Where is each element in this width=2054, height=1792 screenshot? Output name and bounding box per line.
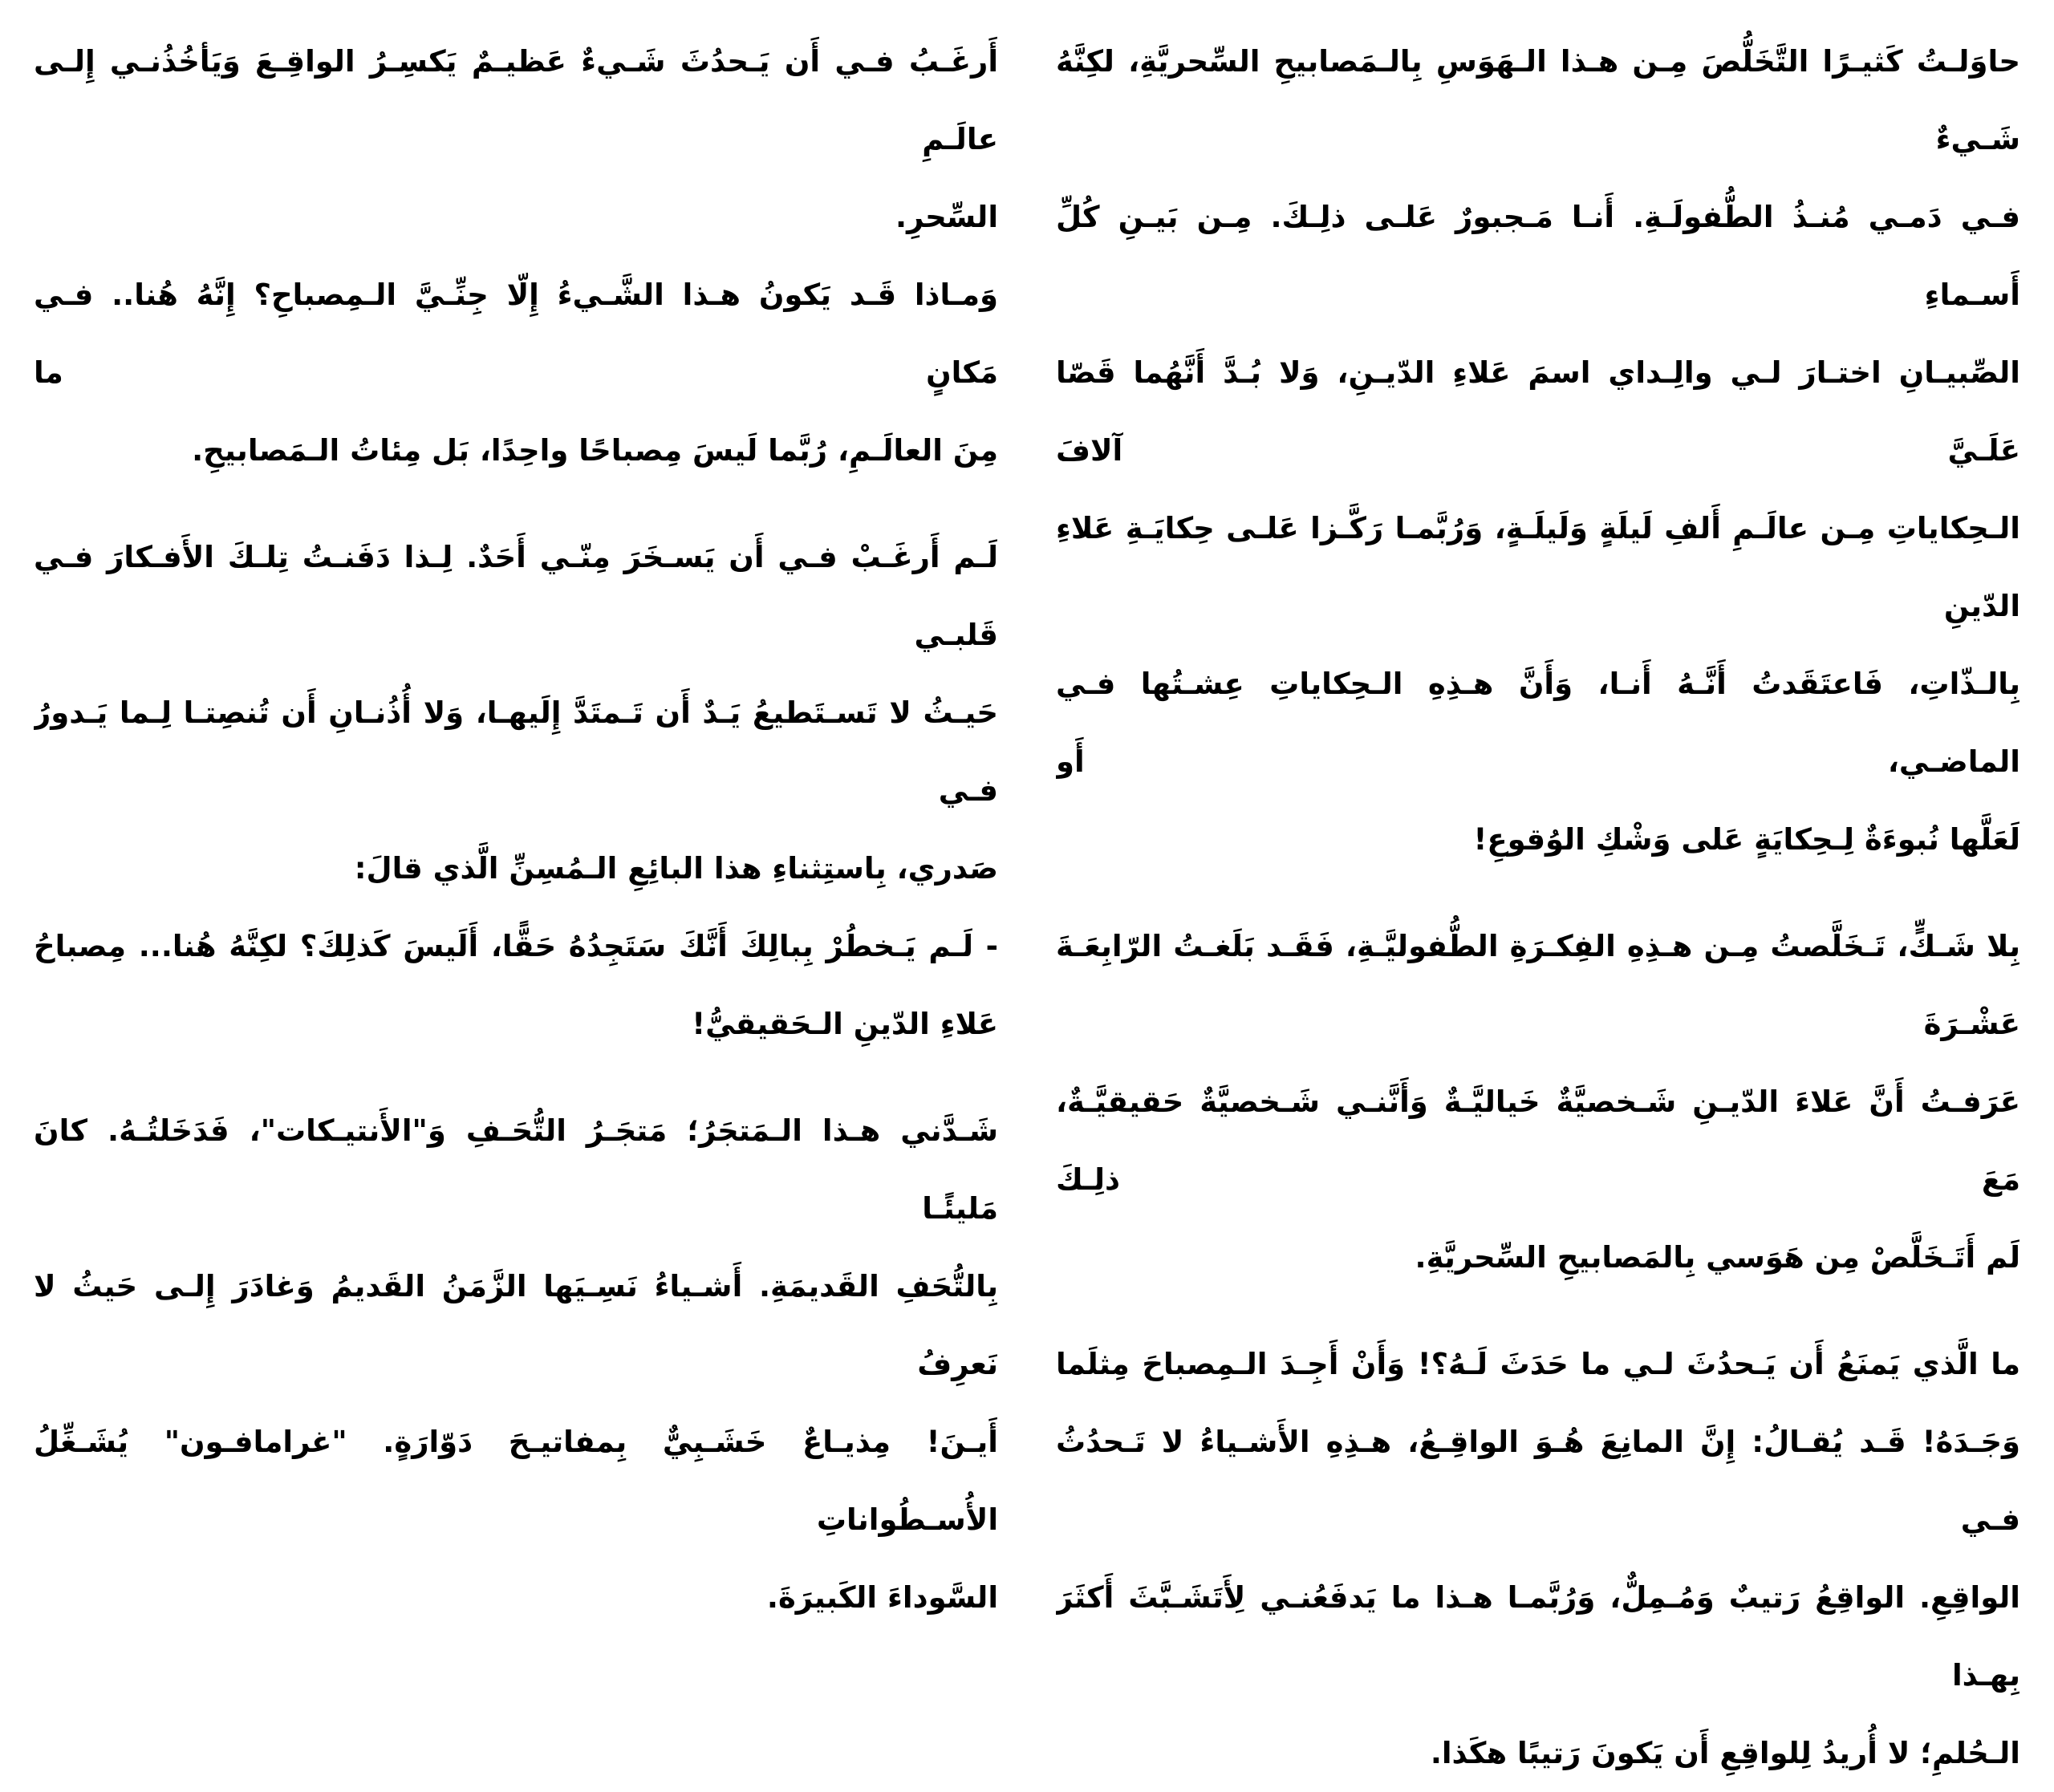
text-line: حَيـثُ لا تَسـتَطيعُ يَـدٌ أَن تَـمتَدَّ إِلَيهـا، وَلا أُذُنـانِ أَن تُنصِتـا لِـما يَـدورُ فـي <box>34 695 998 808</box>
text-line: لَعَلَّها نُبوءَةٌ لِـحِكايَةٍ عَلى وَشْكِ الوُقوعِ! <box>1473 822 2020 857</box>
paragraph <box>34 1092 998 1636</box>
paragraph <box>34 518 998 907</box>
text-line: لَـم أَرغَـبْ فـي أَن يَسـخَرَ مِنّـي أَحَدٌ. لِـذا دَفَنـتُ تِلـكَ الأَفـكارَ فـي قَلبـي <box>34 540 998 652</box>
text-line: ما الَّذي يَمنَعُ أَن يَـحدُثَ لـي ما حَدَثَ لَـهُ؟! وَأَنْ أَجِـدَ الـمِصباحَ مِثلَما <box>1056 1347 2020 1381</box>
paragraph-dialogue <box>34 907 998 1063</box>
text-column-right <box>1056 22 2020 1770</box>
paragraph <box>1056 907 2020 1296</box>
text-line: أَرغَـبُ فـي أَن يَـحدُثَ شَـيءٌ عَظيـمٌ يَكسِـرُ الواقِـعَ وَيَأخُذُنـي إِلـى عالَـمِ <box>34 44 998 156</box>
text-line: حاوَلـتُ كَثيـرًا التَّخَلُّصَ مِـن هـذا الـهَوَسِ بِالـمَصابيحِ السِّحريَّةِ، لكِنَّهُ شَـيءٌ <box>1056 44 2020 156</box>
text-line: وَمـاذا قَـد يَكونُ هـذا الشَّـيءُ إِلّا جِنِّـيَّ الـمِصباحِ؟ إِنَّهُ هُنا.. فـي مَكانٍ ما <box>34 278 998 390</box>
paragraph <box>1056 22 2020 878</box>
text-line: - لَـم يَـخطُرْ بِبالِكَ أَنَّكَ سَتَجِدُهُ حَقًّا، أَلَيسَ كَذلِكَ؟ لكِنَّهُ هُنا... مِصباحُ <box>34 929 998 963</box>
text-line: شَـدَّني هـذا الـمَتجَرُ؛ مَتجَـرُ التُّحَـفِ وَ"الأَنتيـكات"، فَدَخَلتُـهُ. كانَ مَليئًـا <box>34 1113 998 1226</box>
text-line: الـحِكاياتِ مِـن عالَـمِ أَلفِ لَيلَةٍ وَلَيلَـةٍ، وَرُبَّمـا رَكَّـزا عَلـى حِكايَـةِ عَلاءِ الدّينِ <box>1056 511 2020 623</box>
text-line: الـحُلمِ؛ لا أُريدُ لِلواقِعِ أَن يَكونَ رَتيبًا هكَذا. <box>1430 1736 2020 1770</box>
paragraph <box>34 22 998 256</box>
text-line: بِالـذّاتِ، فَاعتَقَدتُ أَنَّـهُ أَنـا، وَأَنَّ هـذِهِ الـحِكاياتِ عِشـتُها فـي الماضـي، أَو <box>1056 667 2020 779</box>
paragraph <box>34 256 998 489</box>
text-line: بِالتُّحَفِ القَديمَةِ. أَشـياءُ نَسِـيَها الزَّمَنُ القَديمُ وَغادَرَ إِلـى حَيثُ لا نَعرِفُ <box>34 1269 998 1381</box>
text-line: وَجَـدَهُ! قَـد يُقـالُ: إِنَّ المانِعَ هُـوَ الواقِـعُ، هـذِهِ الأَشـياءُ لا تَـحدُثُ فـي <box>1056 1425 2020 1537</box>
text-line: الصِّبيـانِ اختـارَ لـي والِـداي اسمَ عَلاءِ الدّيـنِ، وَلا بُـدَّ أَنَّهُما قَصّا عَلَـيَّ آلافَ <box>1056 355 2020 468</box>
text-line: لَم أَتَـخَلَّصْ مِن هَوَسي بِالمَصابيحِ السِّحريَّةِ. <box>1415 1240 2020 1275</box>
text-line: فـي دَمـي مُنـذُ الطُّفولَـةِ. أَنـا مَـجبورٌ عَلـى ذلِـكَ. مِـن بَيـنِ كُلِّ أَسـماءِ <box>1056 200 2020 312</box>
text-column-left <box>34 22 998 1615</box>
text-line: بِلا شَـكٍّ، تَـخَلَّصتُ مِـن هـذِهِ الفِكـرَةِ الطُّفوليَّـةِ، فَقَـد بَلَغـتُ الرّابِعَـةَ عَشْـرَةَ <box>1056 929 2020 1041</box>
text-line: السَّوداءَ الكَبيرَةَ. <box>766 1580 998 1615</box>
text-line: أَيـنَ! مِذيـاعٌ خَشَـبِيٌّ بِمفاتيـحَ دَوّارَةٍ. "غرامافـون" يُشَـغِّلُ الأُسـطُواناتِ <box>34 1425 998 1537</box>
text-line: السِّحرِ. <box>895 200 998 234</box>
text-line: صَدري، بِاستِثناءِ هذا البائِعِ الـمُسِنِّ الَّذي قالَ: <box>354 851 998 886</box>
text-line: مِنَ العالَـمِ، رُبَّما لَيسَ مِصباحًا واحِدًا، بَل مِئاتُ الـمَصابيحِ. <box>192 433 998 468</box>
text-line: الواقِعِ. الواقِعُ رَتيبٌ وَمُـمِلٌّ، وَرُبَّمـا هـذا ما يَدفَعُنـي لِأَتَشَـبَّثَ أَكثَرَ بِهـذا <box>1056 1580 2020 1693</box>
text-line: عَلاءِ الدّينِ الـحَقيقيُّ! <box>692 1007 998 1041</box>
text-line: عَرَفـتُ أَنَّ عَلاءَ الدّيـنِ شَـخصيَّةٌ خَياليَّـةٌ وَأَنَّنـي شَـخصيَّةٌ حَقيقيَّـةٌ، مَعَ ذلِـكَ <box>1056 1085 2020 1197</box>
paragraph <box>1056 1325 2020 1792</box>
